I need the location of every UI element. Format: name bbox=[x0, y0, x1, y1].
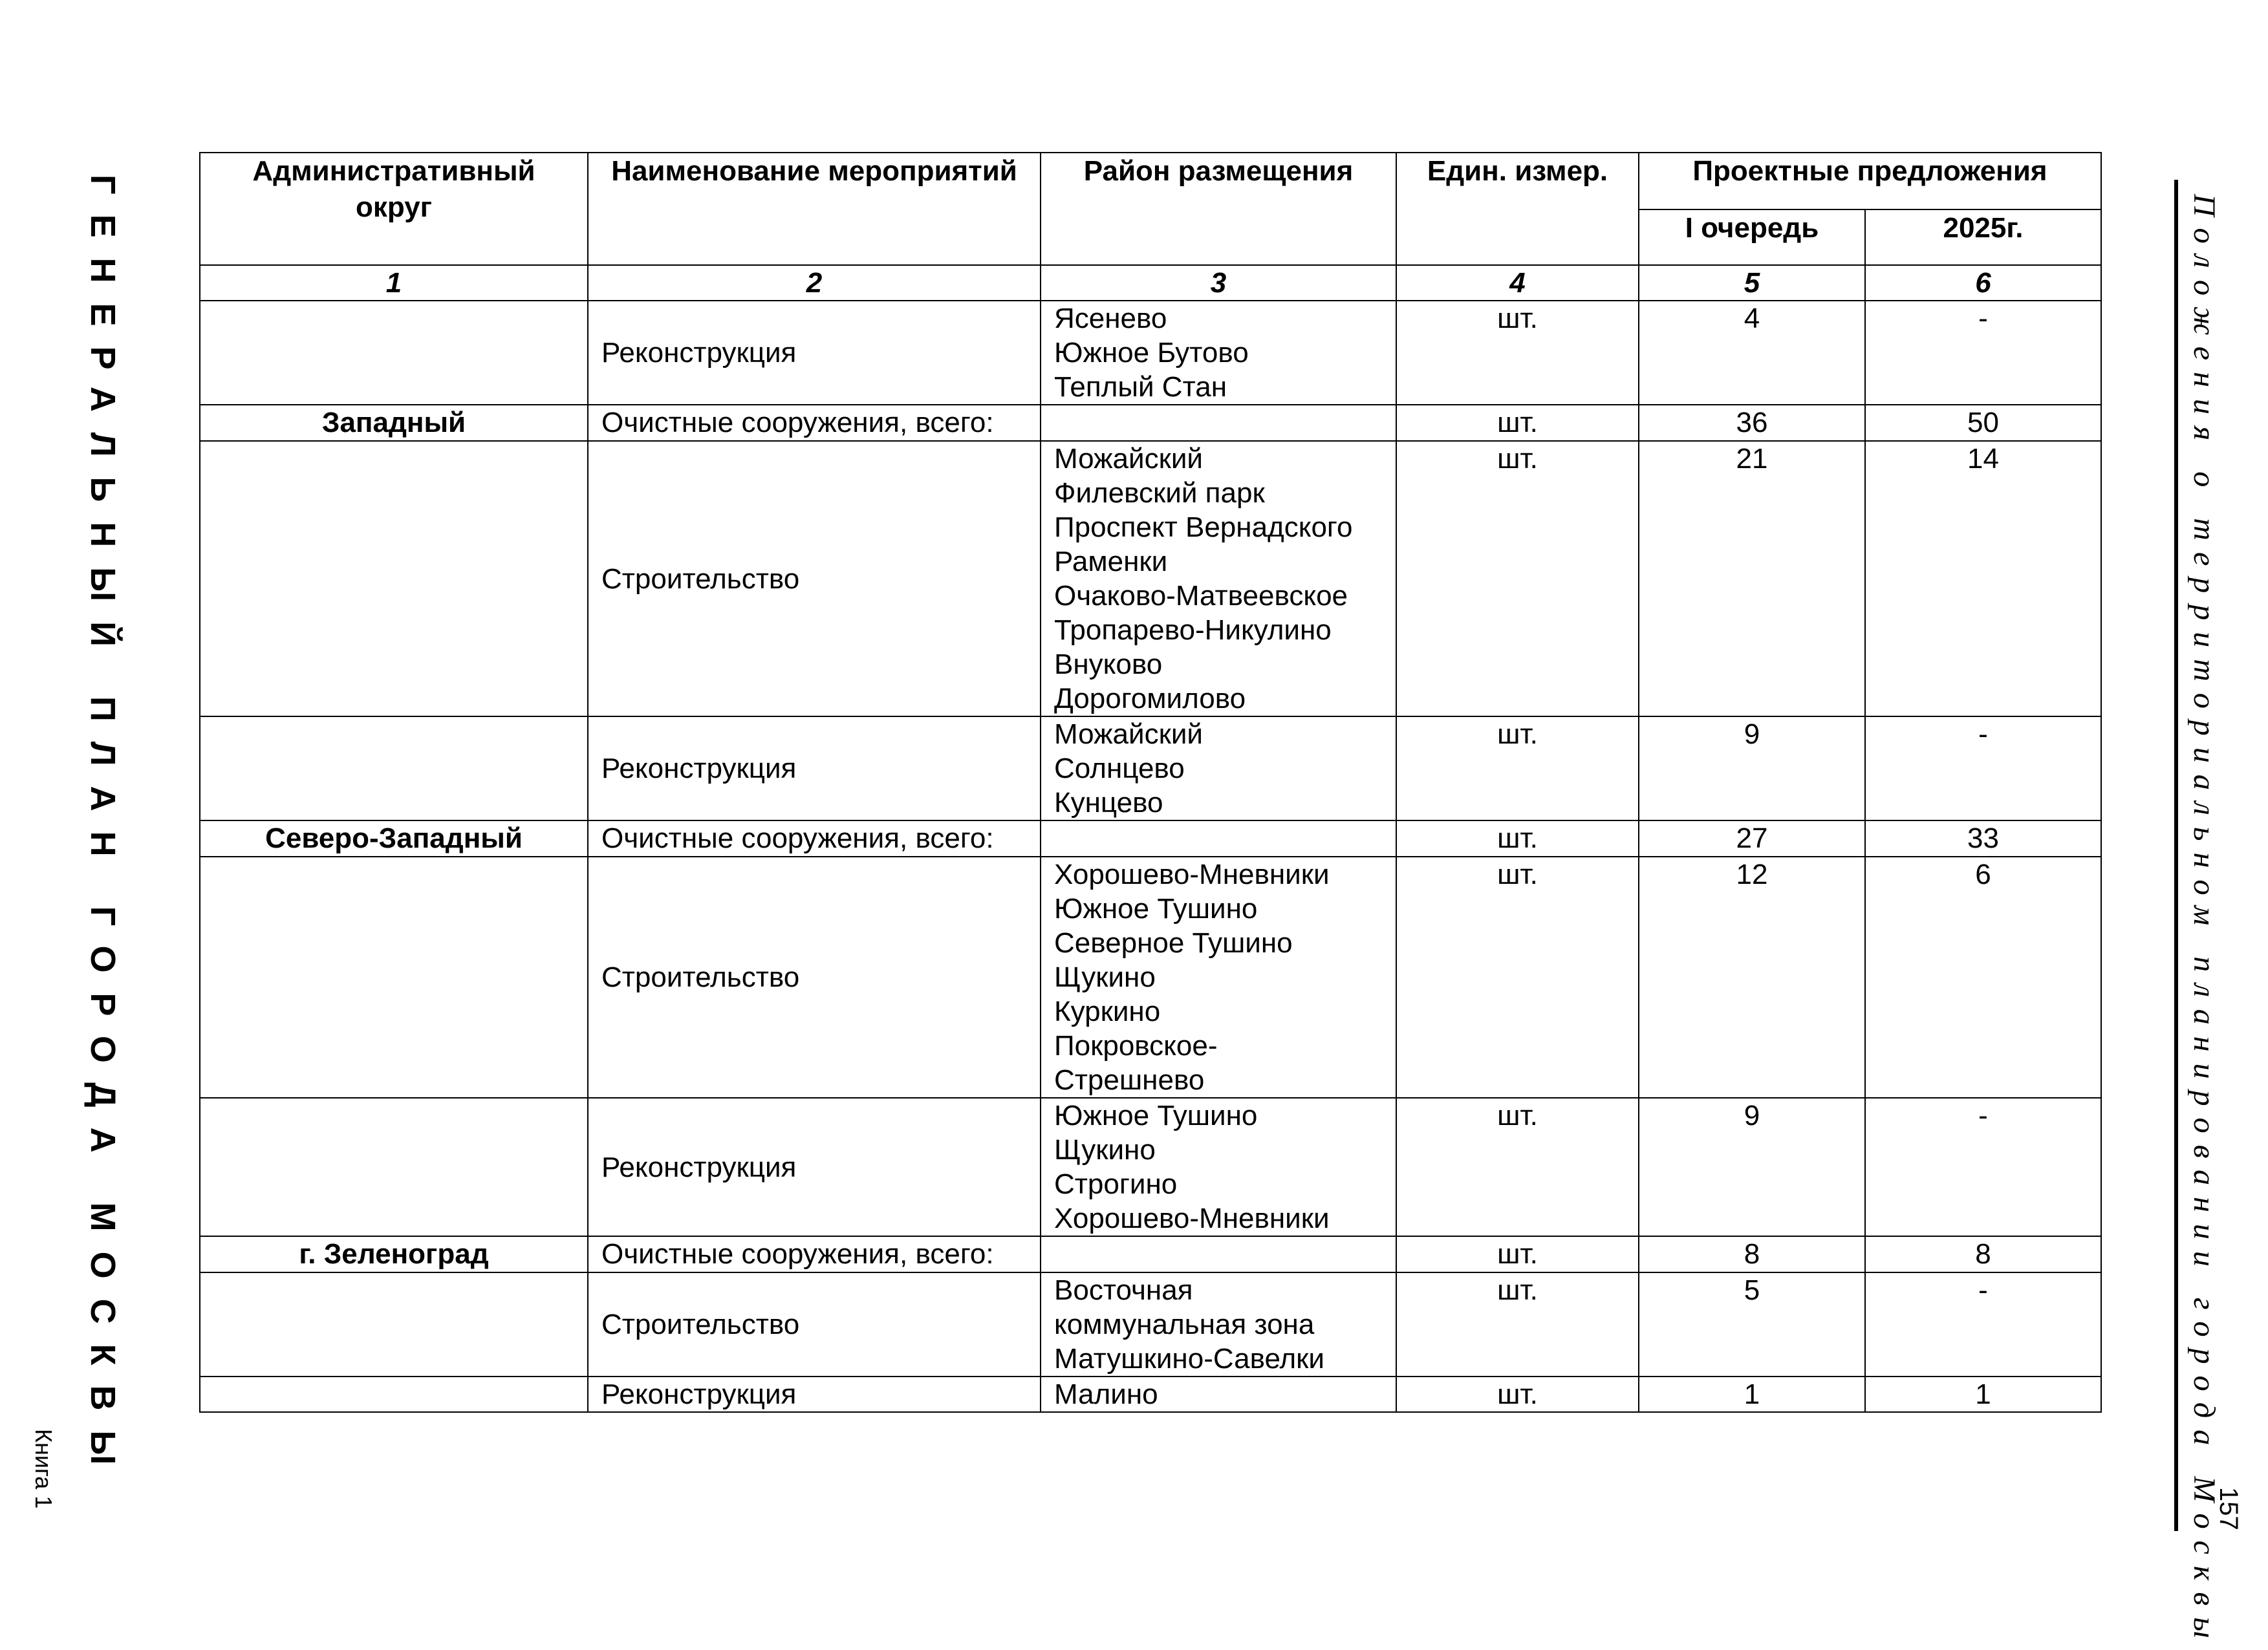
column-number: 6 bbox=[1865, 265, 2101, 301]
district-cell bbox=[1041, 405, 1396, 441]
district-name: Покровское- bbox=[1054, 1030, 1218, 1062]
district-cell bbox=[1041, 1236, 1396, 1272]
document-title-vertical: ГЕНЕРАЛЬНЫЙ ПЛАН ГОРОДА МОСКВЫ bbox=[83, 175, 122, 1485]
unit-cell: шт. bbox=[1396, 820, 1639, 857]
table-row bbox=[200, 405, 2101, 441]
first-stage-value: 9 bbox=[1639, 1098, 1865, 1236]
action-cell: Реконструкция bbox=[588, 716, 1041, 820]
value-2025: 33 bbox=[1865, 820, 2101, 857]
district-name: Восточная bbox=[1054, 1274, 1193, 1306]
district-name: Матушкино-Савелки bbox=[1054, 1343, 1324, 1375]
unit-cell: шт. bbox=[1396, 1377, 1639, 1412]
district-name: Проспект Вернадского bbox=[1054, 511, 1353, 543]
district-name: Можайский bbox=[1054, 443, 1204, 475]
district-name: Филевский парк bbox=[1054, 477, 1265, 509]
district-name: Дорогомилово bbox=[1054, 683, 1246, 714]
district-name: Раменки bbox=[1054, 546, 1168, 577]
district-name: Южное Бутово bbox=[1054, 337, 1249, 369]
okrug-cell bbox=[200, 716, 588, 820]
value-2025: - bbox=[1865, 716, 2101, 820]
district-name: Куркино bbox=[1054, 996, 1161, 1027]
action-cell: Строительство bbox=[588, 441, 1041, 716]
unit-cell: шт. bbox=[1396, 301, 1639, 405]
column-number: 5 bbox=[1639, 265, 1865, 301]
table-row bbox=[200, 857, 2101, 1098]
district-name: Строгино bbox=[1054, 1168, 1178, 1200]
value-2025: - bbox=[1865, 1098, 2101, 1236]
unit-cell: шт. bbox=[1396, 716, 1639, 820]
district-cell bbox=[1041, 857, 1396, 1098]
table-row bbox=[200, 441, 2101, 716]
district-name: Солнцево bbox=[1054, 753, 1185, 784]
district-name: Внуково bbox=[1054, 648, 1163, 680]
value-2025: 8 bbox=[1865, 1236, 2101, 1272]
unit-cell: шт. bbox=[1396, 1272, 1639, 1377]
first-stage-value: 5 bbox=[1639, 1272, 1865, 1377]
column-number: 1 bbox=[200, 265, 588, 301]
district-name: Малино bbox=[1054, 1378, 1158, 1410]
district-cell bbox=[1041, 1377, 1396, 1412]
header-first-stage: I очередь bbox=[1639, 209, 1865, 265]
first-stage-value: 12 bbox=[1639, 857, 1865, 1098]
column-number: 3 bbox=[1041, 265, 1396, 301]
unit-cell: шт. bbox=[1396, 405, 1639, 441]
district-name: Ясенево bbox=[1054, 303, 1167, 334]
okrug-cell bbox=[200, 441, 588, 716]
district-cell bbox=[1041, 301, 1396, 405]
value-2025: 14 bbox=[1865, 441, 2101, 716]
table-body bbox=[200, 301, 2101, 1412]
running-header: Положения о территориальном планировании города Москвы bbox=[2187, 194, 2221, 1650]
action-cell: Очистные сооружения, всего: bbox=[588, 820, 1041, 857]
district-name: Хорошево-Мневники bbox=[1054, 859, 1330, 890]
okrug-cell: г. Зеленоград bbox=[200, 1236, 588, 1272]
district-cell bbox=[1041, 716, 1396, 820]
action-cell: Реконструкция bbox=[588, 1098, 1041, 1236]
first-stage-value: 1 bbox=[1639, 1377, 1865, 1412]
district-name: Северное Тушино bbox=[1054, 927, 1293, 959]
okrug-cell bbox=[200, 857, 588, 1098]
okrug-cell: Западный bbox=[200, 405, 588, 441]
header-okrug: Административный округ bbox=[200, 153, 588, 265]
table-row bbox=[200, 716, 2101, 820]
column-numbers-row bbox=[200, 265, 2101, 301]
table-row bbox=[200, 1098, 2101, 1236]
header-2025: 2025г. bbox=[1865, 209, 2101, 265]
action-cell: Строительство bbox=[588, 857, 1041, 1098]
unit-cell: шт. bbox=[1396, 1098, 1639, 1236]
district-name: Стрешнево bbox=[1054, 1064, 1205, 1096]
first-stage-value: 9 bbox=[1639, 716, 1865, 820]
action-cell: Строительство bbox=[588, 1272, 1041, 1377]
first-stage-value: 4 bbox=[1639, 301, 1865, 405]
okrug-cell bbox=[200, 1098, 588, 1236]
header-district: Район размещения bbox=[1041, 153, 1396, 265]
first-stage-value: 21 bbox=[1639, 441, 1865, 716]
column-number: 2 bbox=[588, 265, 1041, 301]
table-row bbox=[200, 820, 2101, 857]
table-row bbox=[200, 1272, 2101, 1377]
okrug-cell bbox=[200, 1377, 588, 1412]
first-stage-value: 8 bbox=[1639, 1236, 1865, 1272]
action-cell: Реконструкция bbox=[588, 1377, 1041, 1412]
district-name: Кунцево bbox=[1054, 787, 1163, 819]
table-row bbox=[200, 1377, 2101, 1412]
district-name: Южное Тушино bbox=[1054, 1100, 1258, 1131]
okrug-cell: Северо-Западный bbox=[200, 820, 588, 857]
unit-cell: шт. bbox=[1396, 857, 1639, 1098]
district-cell bbox=[1041, 1098, 1396, 1236]
table-row bbox=[200, 1236, 2101, 1272]
district-name: Теплый Стан bbox=[1054, 371, 1227, 403]
okrug-cell bbox=[200, 301, 588, 405]
value-2025: - bbox=[1865, 301, 2101, 405]
column-number: 4 bbox=[1396, 265, 1639, 301]
district-name: Очаково-Матвеевское bbox=[1054, 580, 1348, 612]
header-action: Наименование мероприятий bbox=[588, 153, 1041, 265]
page-number: 157 bbox=[2214, 1487, 2243, 1530]
header-rule bbox=[2174, 180, 2178, 1531]
action-cell: Очистные сооружения, всего: bbox=[588, 1236, 1041, 1272]
first-stage-value: 27 bbox=[1639, 820, 1865, 857]
value-2025: - bbox=[1865, 1272, 2101, 1377]
district-name: Хорошево-Мневники bbox=[1054, 1203, 1330, 1234]
district-name: Южное Тушино bbox=[1054, 893, 1258, 925]
district-cell bbox=[1041, 820, 1396, 857]
value-2025: 1 bbox=[1865, 1377, 2101, 1412]
value-2025: 50 bbox=[1865, 405, 2101, 441]
district-name: коммунальная зона bbox=[1054, 1309, 1315, 1340]
measures-table bbox=[199, 152, 2102, 1413]
district-cell bbox=[1041, 1272, 1396, 1377]
district-name: Щукино bbox=[1054, 961, 1156, 993]
table-row bbox=[200, 301, 2101, 405]
district-name: Щукино bbox=[1054, 1134, 1156, 1166]
unit-cell: шт. bbox=[1396, 441, 1639, 716]
action-cell: Очистные сооружения, всего: bbox=[588, 405, 1041, 441]
district-name: Тропарево-Никулино bbox=[1054, 614, 1332, 646]
district-cell bbox=[1041, 441, 1396, 716]
header-unit: Един. измер. bbox=[1396, 153, 1639, 265]
action-cell: Реконструкция bbox=[588, 301, 1041, 405]
value-2025: 6 bbox=[1865, 857, 2101, 1098]
first-stage-value: 36 bbox=[1639, 405, 1865, 441]
okrug-cell bbox=[200, 1272, 588, 1377]
header-proposals: Проектные предложения bbox=[1639, 153, 2101, 209]
book-label: Книга 1 bbox=[30, 1429, 57, 1509]
unit-cell: шт. bbox=[1396, 1236, 1639, 1272]
district-name: Можайский bbox=[1054, 718, 1204, 750]
